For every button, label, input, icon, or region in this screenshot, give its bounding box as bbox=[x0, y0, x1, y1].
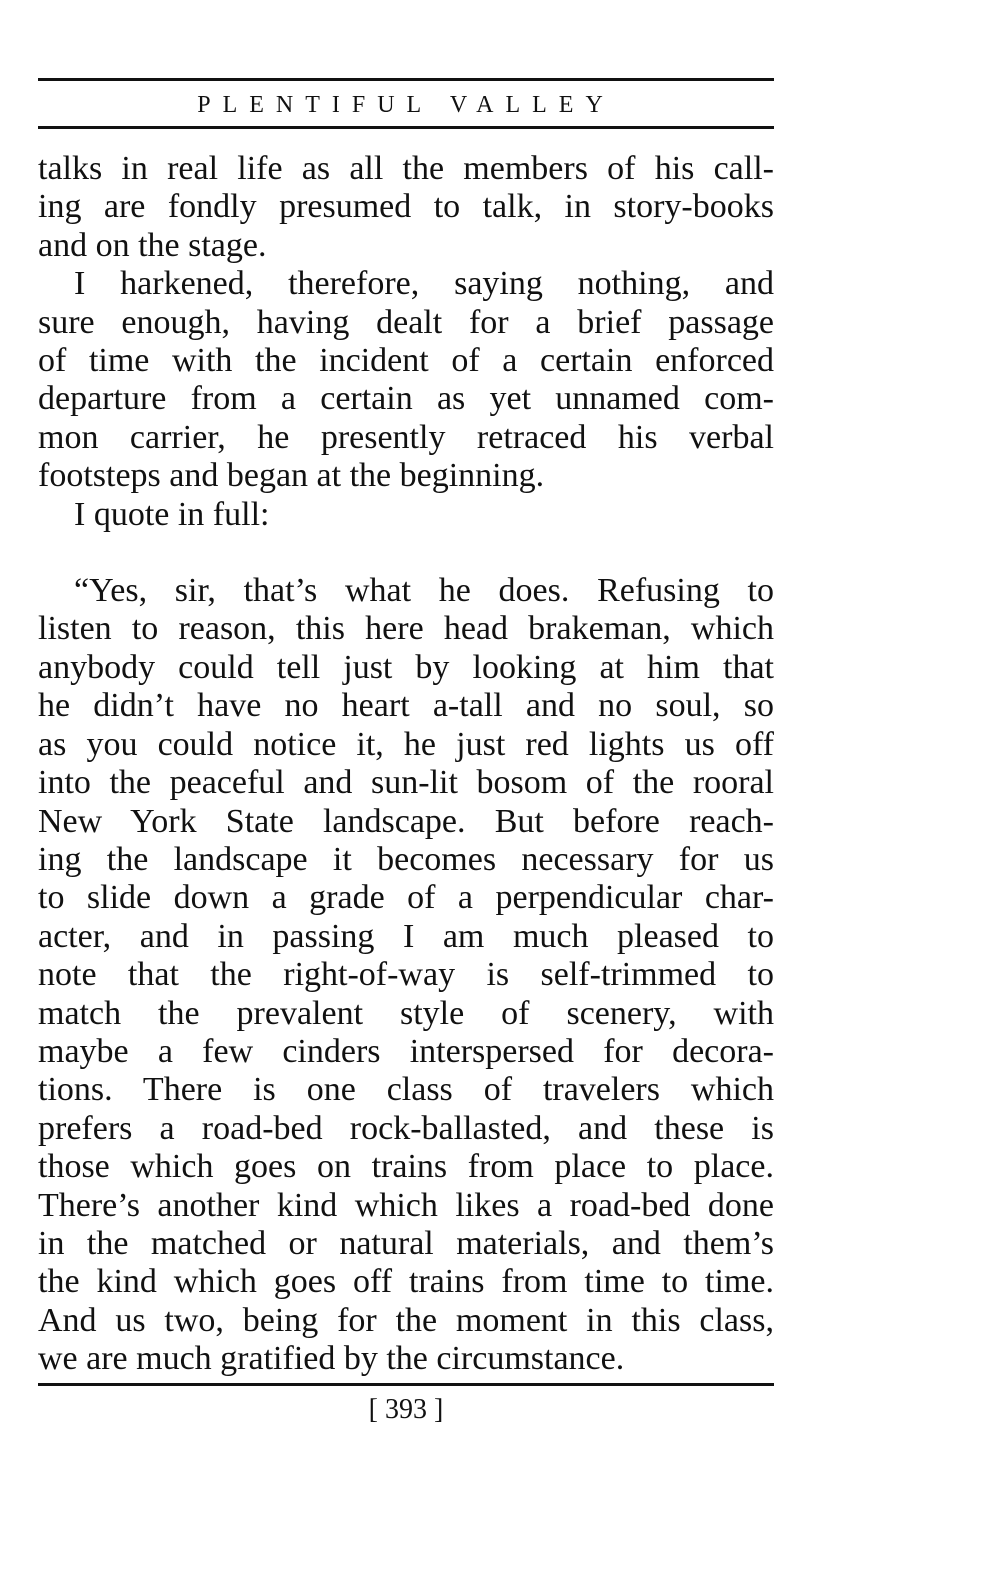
text-line: footsteps and began at the beginning. bbox=[38, 457, 545, 495]
text-line: those which goes on trains from place to place. bbox=[38, 1148, 774, 1186]
header-bottom-rule bbox=[38, 126, 774, 129]
text-line: I quote in full: bbox=[74, 495, 270, 533]
text-line: ing the landscape it becomes necessary for us bbox=[38, 840, 774, 878]
book-page bbox=[38, 0, 774, 1594]
text-line: I harkened, therefore, saying nothing, and bbox=[74, 265, 774, 303]
text-line: of time with the incident of a certain enforced bbox=[38, 342, 774, 380]
text-line: ing are fondly presumed to talk, in story-books bbox=[38, 188, 774, 226]
text-line: “Yes, sir, that’s what he does. Refusing to bbox=[74, 572, 774, 610]
text-line: maybe a few cinders interspersed for decora- bbox=[38, 1032, 774, 1070]
text-line: New York State landscape. But before reach- bbox=[38, 802, 774, 840]
text-line: departure from a certain as yet unnamed com- bbox=[38, 380, 774, 418]
page-number: [ 393 ] bbox=[368, 1394, 444, 1425]
footer-rule bbox=[38, 1383, 774, 1386]
text-line: note that the right-of-way is self-trimmed to bbox=[38, 956, 774, 994]
text-line: to slide down a grade of a perpendicular char- bbox=[38, 879, 774, 917]
text-line: sure enough, having dealt for a brief passage bbox=[38, 303, 774, 341]
text-line: mon carrier, he presently retraced his verbal bbox=[38, 418, 774, 456]
text-line: talks in real life as all the members of his call- bbox=[38, 150, 774, 187]
text-line: the kind which goes off trains from time to time. bbox=[38, 1263, 774, 1301]
text-line: prefers a road-bed rock-ballasted, and these is bbox=[38, 1109, 774, 1147]
text-line: into the peaceful and sun-lit bosom of the rooral bbox=[38, 764, 774, 802]
body-text bbox=[38, 150, 774, 1379]
text-line: listen to reason, this here head brakeman, which bbox=[38, 610, 774, 648]
text-line: in the matched or natural materials, and them’s bbox=[38, 1224, 774, 1262]
text-line: and on the stage. bbox=[38, 226, 267, 264]
text-line: And us two, being for the moment in this class, bbox=[38, 1301, 774, 1339]
text-line: match the prevalent style of scenery, with bbox=[38, 994, 774, 1032]
running-head: PLENTIFUL VALLEY bbox=[197, 92, 615, 118]
text-line: as you could notice it, he just red lights us off bbox=[38, 725, 774, 763]
text-line: There’s another kind which likes a road-bed done bbox=[38, 1186, 774, 1224]
text-line: acter, and in passing I am much pleased to bbox=[38, 917, 774, 955]
text-line: anybody could tell just by looking at him that bbox=[38, 648, 774, 686]
header-top-rule bbox=[38, 78, 774, 81]
text-line: we are much gratified by the circumstance. bbox=[38, 1340, 625, 1378]
text-line: he didn’t have no heart a-tall and no soul, so bbox=[38, 687, 774, 725]
text-line: tions. There is one class of travelers which bbox=[38, 1071, 774, 1109]
